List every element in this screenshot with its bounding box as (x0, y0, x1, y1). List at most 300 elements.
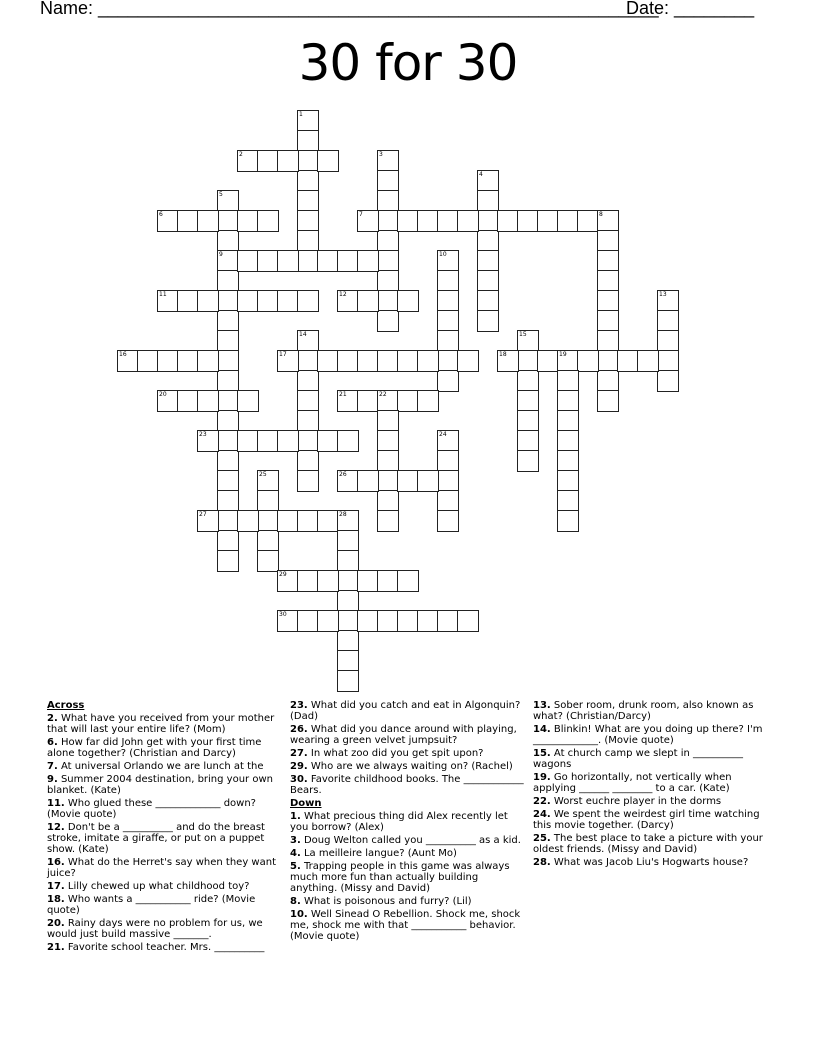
grid-cell[interactable] (597, 370, 619, 392)
grid-cell[interactable] (437, 610, 459, 632)
grid-cell[interactable] (597, 310, 619, 332)
grid-cell[interactable] (257, 250, 279, 272)
grid-cell[interactable] (337, 610, 359, 632)
grid-cell[interactable] (377, 490, 399, 512)
grid-cell[interactable] (217, 550, 239, 572)
grid-cell[interactable] (557, 390, 579, 412)
grid-cell[interactable] (317, 350, 339, 372)
grid-cell[interactable] (297, 610, 319, 632)
grid-cell[interactable] (257, 150, 279, 172)
grid-cell[interactable] (277, 290, 299, 312)
grid-cell[interactable] (657, 350, 679, 372)
clue-text: Trapping people in this game was always much more fun than actually building anything. (Missy and David) (290, 861, 510, 894)
grid-cell[interactable] (357, 350, 379, 372)
grid-cell[interactable] (157, 350, 179, 372)
grid-cell[interactable] (177, 210, 199, 232)
clue-num: 9. (47, 774, 58, 785)
grid-cell[interactable] (217, 250, 239, 272)
grid-cell[interactable] (377, 570, 399, 592)
grid-cell[interactable] (477, 290, 499, 312)
clues-column-3 (533, 700, 771, 870)
grid-cell[interactable] (217, 450, 239, 472)
clue-num: 3. (290, 835, 301, 846)
grid-cell[interactable] (317, 610, 339, 632)
clue-num: 6. (47, 737, 58, 748)
grid-cell[interactable] (337, 530, 359, 552)
grid-cell[interactable] (277, 150, 299, 172)
grid-cell[interactable] (417, 210, 439, 232)
clue-text: How far did John get with your first time alone together? (Christian and Darcy) (47, 737, 262, 759)
grid-cell[interactable] (277, 350, 299, 372)
clue-text: In what zoo did you get spit upon? (307, 748, 484, 759)
grid-cell[interactable] (217, 390, 239, 412)
grid-cell[interactable] (517, 410, 539, 432)
grid-cell[interactable] (237, 210, 259, 232)
grid-cell[interactable] (437, 450, 459, 472)
grid-cell[interactable] (377, 450, 399, 472)
down-clue (533, 833, 771, 855)
clue-number: 10 (439, 251, 447, 258)
clue-num: 11. (47, 798, 65, 809)
grid-cell[interactable] (337, 550, 359, 572)
grid-cell[interactable] (517, 210, 539, 232)
grid-cell[interactable] (437, 310, 459, 332)
grid-cell[interactable] (337, 390, 359, 412)
grid-cell[interactable] (217, 510, 239, 532)
grid-cell[interactable] (117, 350, 139, 372)
grid-cell[interactable] (337, 650, 359, 672)
grid-cell[interactable] (337, 250, 359, 272)
clue-num: 7. (47, 761, 58, 772)
grid-cell[interactable] (517, 430, 539, 452)
grid-cell[interactable] (217, 210, 239, 232)
grid-cell[interactable] (277, 570, 299, 592)
grid-cell[interactable] (377, 470, 399, 492)
grid-cell[interactable] (297, 290, 319, 312)
grid-cell[interactable] (557, 370, 579, 392)
grid-cell[interactable] (337, 290, 359, 312)
across-clue (47, 881, 285, 892)
clue-num: 30. (290, 774, 308, 785)
grid-cell[interactable] (377, 410, 399, 432)
clue-number: 4 (479, 171, 483, 178)
grid-cell[interactable] (437, 490, 459, 512)
grid-cell[interactable] (217, 330, 239, 352)
grid-cell[interactable] (597, 290, 619, 312)
down-clue (533, 857, 771, 868)
grid-cell[interactable] (557, 450, 579, 472)
grid-cell[interactable] (417, 470, 439, 492)
clues-column-2 (290, 700, 528, 944)
down-clue (290, 909, 528, 942)
grid-cell[interactable] (217, 190, 239, 212)
clue-number: 28 (339, 511, 347, 518)
grid-cell[interactable] (217, 530, 239, 552)
clue-number: 11 (159, 291, 167, 298)
grid-cell[interactable] (477, 170, 499, 192)
across-clue (290, 774, 528, 796)
clue-num: 15. (533, 748, 551, 759)
grid-cell[interactable] (257, 210, 279, 232)
grid-cell[interactable] (437, 370, 459, 392)
grid-cell[interactable] (377, 170, 399, 192)
grid-cell[interactable] (517, 350, 539, 372)
grid-cell[interactable] (597, 250, 619, 272)
grid-cell[interactable] (437, 350, 459, 372)
grid-cell[interactable] (517, 390, 539, 412)
grid-cell[interactable] (297, 570, 319, 592)
grid-cell[interactable] (297, 350, 319, 372)
grid-cell[interactable] (597, 210, 619, 232)
grid-cell[interactable] (197, 350, 219, 372)
clue-num: 13. (533, 700, 551, 711)
grid-cell[interactable] (397, 470, 419, 492)
clue-text: At universal Orlando we are lunch at the (57, 761, 264, 772)
grid-cell[interactable] (517, 450, 539, 472)
grid-cell[interactable] (497, 350, 519, 372)
grid-cell[interactable] (297, 110, 319, 132)
clue-number: 29 (279, 571, 287, 578)
grid-cell[interactable] (237, 390, 259, 412)
grid-cell[interactable] (417, 610, 439, 632)
down-clue (290, 896, 528, 907)
across-clue (47, 713, 285, 735)
grid-cell[interactable] (237, 430, 259, 452)
grid-cell[interactable] (557, 410, 579, 432)
clue-num: 2. (47, 713, 58, 724)
clue-text: Don't be a __________ and do the breast stroke, imitate a giraffe, or put on a puppet show. (Kate) (47, 822, 265, 855)
clue-text: What do the Herret's say when they want juice? (47, 857, 276, 879)
clue-num: 24. (533, 809, 551, 820)
grid-cell[interactable] (377, 610, 399, 632)
down-clue (533, 700, 771, 722)
grid-cell[interactable] (337, 630, 359, 652)
grid-cell[interactable] (217, 410, 239, 432)
clue-text: Who glued these _____________ down? (Movie quote) (47, 798, 256, 820)
grid-cell[interactable] (137, 350, 159, 372)
grid-cell[interactable] (237, 290, 259, 312)
grid-cell[interactable] (557, 350, 579, 372)
grid-cell[interactable] (177, 290, 199, 312)
clue-text: Rainy days were no problem for us, we would just build massive _______. (47, 918, 263, 940)
grid-cell[interactable] (497, 210, 519, 232)
grid-cell[interactable] (337, 510, 359, 532)
grid-cell[interactable] (297, 330, 319, 352)
grid-cell[interactable] (217, 310, 239, 332)
grid-cell[interactable] (537, 210, 559, 232)
grid-cell[interactable] (337, 430, 359, 452)
grid-cell[interactable] (317, 430, 339, 452)
grid-cell[interactable] (517, 370, 539, 392)
clue-number: 20 (159, 391, 167, 398)
grid-cell[interactable] (357, 390, 379, 412)
grid-cell[interactable] (557, 490, 579, 512)
grid-cell[interactable] (257, 470, 279, 492)
name-field[interactable]: Name: ________________________________________________________ (40, 0, 659, 18)
grid-cell[interactable] (397, 350, 419, 372)
grid-cell[interactable] (297, 430, 319, 452)
grid-cell[interactable] (417, 350, 439, 372)
grid-cell[interactable] (197, 290, 219, 312)
grid-cell[interactable] (397, 290, 419, 312)
clue-text: What was Jacob Liu's Hogwarts house? (550, 857, 749, 868)
clue-number: 6 (159, 211, 163, 218)
grid-cell[interactable] (457, 210, 479, 232)
grid-cell[interactable] (297, 250, 319, 272)
grid-cell[interactable] (397, 390, 419, 412)
grid-cell[interactable] (237, 150, 259, 172)
grid-cell[interactable] (297, 410, 319, 432)
grid-cell[interactable] (597, 270, 619, 292)
grid-cell[interactable] (377, 210, 399, 232)
grid-cell[interactable] (157, 290, 179, 312)
grid-cell[interactable] (297, 130, 319, 152)
clue-text: Lilly chewed up what childhood toy? (64, 881, 250, 892)
grid-cell[interactable] (597, 390, 619, 412)
grid-cell[interactable] (377, 350, 399, 372)
clue-text: Blinkin! What are you doing up there? I'm _____________. (Movie quote) (533, 724, 763, 746)
grid-cell[interactable] (437, 250, 459, 272)
down-clue (290, 861, 528, 894)
grid-cell[interactable] (477, 210, 499, 232)
grid-cell[interactable] (197, 430, 219, 452)
grid-cell[interactable] (177, 350, 199, 372)
grid-cell[interactable] (377, 230, 399, 252)
grid-cell[interactable] (597, 330, 619, 352)
clue-num: 5. (290, 861, 301, 872)
grid-cell[interactable] (477, 190, 499, 212)
grid-cell[interactable] (657, 290, 679, 312)
clue-num: 29. (290, 761, 308, 772)
grid-cell[interactable] (217, 350, 239, 372)
clue-text: Favorite school teacher. Mrs. __________ (64, 942, 265, 953)
grid-cell[interactable] (257, 550, 279, 572)
grid-cell[interactable] (317, 150, 339, 172)
clue-number: 14 (299, 331, 307, 338)
grid-cell[interactable] (457, 610, 479, 632)
grid-cell[interactable] (417, 390, 439, 412)
grid-cell[interactable] (297, 210, 319, 232)
grid-cell[interactable] (297, 510, 319, 532)
grid-cell[interactable] (657, 310, 679, 332)
down-clue (533, 748, 771, 770)
clue-number: 25 (259, 471, 267, 478)
grid-cell[interactable] (537, 350, 559, 372)
grid-cell[interactable] (277, 250, 299, 272)
grid-cell[interactable] (377, 310, 399, 332)
grid-cell[interactable] (357, 610, 379, 632)
grid-cell[interactable] (377, 430, 399, 452)
grid-cell[interactable] (297, 370, 319, 392)
clue-number: 21 (339, 391, 347, 398)
clue-text: Worst euchre player in the dorms (550, 796, 722, 807)
grid-cell[interactable] (617, 350, 639, 372)
grid-cell[interactable] (217, 490, 239, 512)
grid-cell[interactable] (257, 430, 279, 452)
grid-cell[interactable] (437, 210, 459, 232)
grid-cell[interactable] (297, 170, 319, 192)
grid-cell[interactable] (337, 570, 359, 592)
clue-text: The best place to take a picture with your oldest friends. (Missy and David) (533, 833, 763, 855)
grid-cell[interactable] (297, 190, 319, 212)
grid-cell[interactable] (217, 430, 239, 452)
clue-text: Summer 2004 destination, bring your own blanket. (Kate) (47, 774, 273, 796)
clue-number: 5 (219, 191, 223, 198)
clue-text: Well Sinead O Rebellion. Shock me, shock me, shock me with that ___________ behavior. (Movie quote) (290, 909, 521, 942)
clue-text: At church camp we slept in __________ wagons (533, 748, 744, 770)
grid-cell[interactable] (477, 310, 499, 332)
grid-cell[interactable] (317, 250, 339, 272)
grid-cell[interactable] (357, 290, 379, 312)
across-clue (290, 748, 528, 759)
grid-cell[interactable] (157, 210, 179, 232)
grid-cell[interactable] (277, 430, 299, 452)
grid-cell[interactable] (257, 490, 279, 512)
grid-cell[interactable] (557, 210, 579, 232)
puzzle-title: 30 for 30 (298, 34, 518, 92)
grid-cell[interactable] (377, 250, 399, 272)
clue-num: 4. (290, 848, 301, 859)
down-clue (533, 796, 771, 807)
grid-cell[interactable] (557, 470, 579, 492)
clue-num: 20. (47, 918, 65, 929)
grid-cell[interactable] (217, 230, 239, 252)
grid-cell[interactable] (637, 350, 659, 372)
grid-cell[interactable] (237, 250, 259, 272)
grid-cell[interactable] (177, 390, 199, 412)
grid-cell[interactable] (397, 570, 419, 592)
clue-number: 26 (339, 471, 347, 478)
grid-cell[interactable] (257, 510, 279, 532)
grid-cell[interactable] (377, 190, 399, 212)
clue-num: 17. (47, 881, 65, 892)
clue-number: 3 (379, 151, 383, 158)
down-clue (533, 772, 771, 794)
grid-cell[interactable] (377, 510, 399, 532)
grid-cell[interactable] (437, 430, 459, 452)
clue-number: 16 (119, 351, 127, 358)
grid-cell[interactable] (357, 470, 379, 492)
clue-number: 30 (279, 611, 287, 618)
down-clue (533, 724, 771, 746)
grid-cell[interactable] (277, 610, 299, 632)
down-heading: Down (290, 798, 322, 809)
grid-cell[interactable] (197, 390, 219, 412)
grid-cell[interactable] (297, 450, 319, 472)
grid-cell[interactable] (297, 470, 319, 492)
grid-cell[interactable] (577, 350, 599, 372)
grid-cell[interactable] (377, 290, 399, 312)
clue-num: 8. (290, 896, 301, 907)
grid-cell[interactable] (477, 270, 499, 292)
grid-cell[interactable] (377, 150, 399, 172)
grid-cell[interactable] (437, 290, 459, 312)
across-clue (47, 918, 285, 940)
clue-text: Sober room, drunk room, also known as what? (Christian/Darcy) (533, 700, 754, 722)
clues-column-1 (47, 700, 285, 955)
grid-cell[interactable] (337, 470, 359, 492)
across-clue (47, 774, 285, 796)
grid-cell[interactable] (257, 290, 279, 312)
across-clue (47, 798, 285, 820)
clue-text: Go horizontally, not vertically when applying ______ ________ to a car. (Kate) (533, 772, 732, 794)
grid-cell[interactable] (437, 330, 459, 352)
grid-cell[interactable] (217, 270, 239, 292)
grid-cell[interactable] (297, 230, 319, 252)
clue-number: 15 (519, 331, 527, 338)
grid-cell[interactable] (597, 230, 619, 252)
clue-number: 9 (219, 251, 223, 258)
across-clue (47, 942, 285, 953)
across-clue (47, 761, 285, 772)
grid-cell[interactable] (377, 390, 399, 412)
grid-cell[interactable] (217, 370, 239, 392)
grid-cell[interactable] (337, 590, 359, 612)
grid-cell[interactable] (317, 570, 339, 592)
grid-cell[interactable] (197, 210, 219, 232)
grid-cell[interactable] (317, 510, 339, 532)
across-clue (47, 894, 285, 916)
clue-text: What did you catch and eat in Algonquin? (Dad) (290, 700, 521, 722)
grid-cell[interactable] (337, 670, 359, 692)
grid-cell[interactable] (557, 510, 579, 532)
grid-cell[interactable] (437, 510, 459, 532)
clue-number: 23 (199, 431, 207, 438)
grid-cell[interactable] (357, 210, 379, 232)
grid-cell[interactable] (377, 270, 399, 292)
grid-cell[interactable] (217, 290, 239, 312)
grid-cell[interactable] (577, 210, 599, 232)
clue-text: What have you received from your mother that will last your entire life? (Mom) (47, 713, 275, 735)
grid-cell[interactable] (397, 210, 419, 232)
date-field[interactable]: Date: ________ (626, 0, 755, 18)
grid-cell[interactable] (357, 250, 379, 272)
grid-cell[interactable] (337, 350, 359, 372)
clue-text: Who are we always waiting on? (Rachel) (307, 761, 513, 772)
clue-text: La meilleire langue? (Aunt Mo) (300, 848, 457, 859)
clue-number: 17 (279, 351, 287, 358)
clue-text: We spent the weirdest girl time watching this movie together. (Darcy) (533, 809, 760, 831)
clue-text: Who wants a ___________ ride? (Movie quote) (47, 894, 256, 916)
grid-cell[interactable] (357, 570, 379, 592)
grid-cell[interactable] (437, 470, 459, 492)
grid-cell[interactable] (157, 390, 179, 412)
grid-cell[interactable] (657, 370, 679, 392)
grid-cell[interactable] (297, 150, 319, 172)
grid-cell[interactable] (477, 230, 499, 252)
grid-cell[interactable] (597, 350, 619, 372)
grid-cell[interactable] (197, 510, 219, 532)
clue-number: 22 (379, 391, 387, 398)
clue-text: Favorite childhood books. The ____________ Bears. (290, 774, 524, 796)
grid-cell[interactable] (277, 510, 299, 532)
grid-cell[interactable] (397, 610, 419, 632)
clue-num: 28. (533, 857, 551, 868)
grid-cell[interactable] (237, 510, 259, 532)
grid-cell[interactable] (517, 330, 539, 352)
grid-cell[interactable] (457, 350, 479, 372)
clue-num: 12. (47, 822, 65, 833)
grid-cell[interactable] (557, 430, 579, 452)
grid-cell[interactable] (257, 530, 279, 552)
clue-number: 27 (199, 511, 207, 518)
grid-cell[interactable] (477, 250, 499, 272)
grid-cell[interactable] (437, 270, 459, 292)
grid-cell[interactable] (297, 390, 319, 412)
grid-cell[interactable] (657, 330, 679, 352)
grid-cell[interactable] (217, 470, 239, 492)
clue-num: 16. (47, 857, 65, 868)
